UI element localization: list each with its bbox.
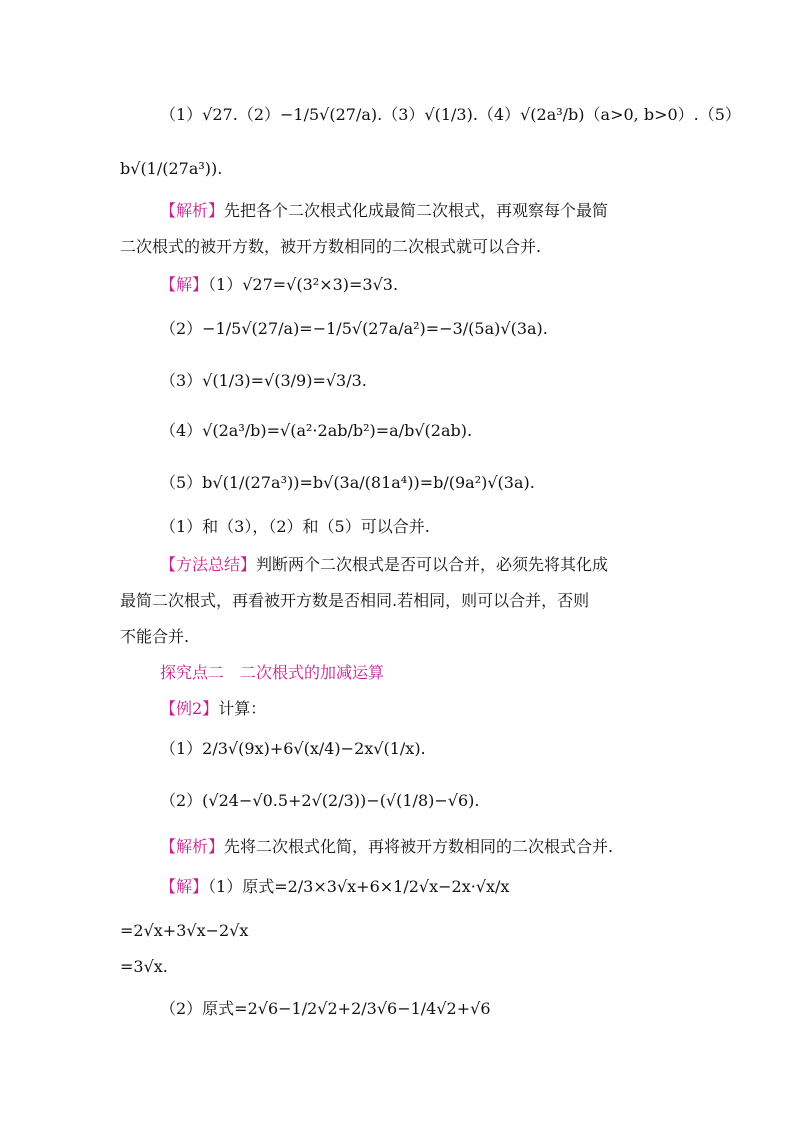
text-line bbox=[120, 920, 794, 942]
text-line bbox=[120, 956, 794, 978]
text-line bbox=[160, 104, 794, 126]
text-line bbox=[120, 626, 794, 648]
section-tag: 【解】 bbox=[160, 877, 209, 896]
text-line bbox=[160, 370, 794, 392]
line-text: （2）−1/5√(27/a)=−1/5√(27a/a²)=−3/(5a)√(3a). bbox=[160, 319, 548, 338]
line-text: =3√x. bbox=[120, 957, 168, 976]
line-text: b√(1/(27a³)). bbox=[120, 159, 223, 178]
text-line bbox=[160, 472, 794, 494]
text-line bbox=[160, 790, 794, 812]
section-tag: 【方法总结】 bbox=[160, 555, 257, 574]
text-line bbox=[120, 236, 794, 258]
section-tag: 【解析】 bbox=[160, 837, 225, 856]
text-line bbox=[160, 876, 794, 898]
line-text: （1）√27.（2）−1/5√(27/a).（3）√(1/3).（4）√(2a³/b)（a>0, b>0）.（5） bbox=[160, 105, 741, 124]
line-text: 计算： bbox=[218, 699, 267, 718]
line-text: （5）b√(1/(27a³))=b√(3a/(81a⁴))=b/(9a²)√(3a). bbox=[160, 473, 535, 492]
line-text: （1）原式=2/3×3√x+6×1/2√x−2x·√x/x bbox=[208, 877, 510, 896]
section-tag: 【解】 bbox=[160, 275, 209, 294]
line-text: （1）2/3√(9x)+6√(x/4)−2x√(1/x). bbox=[160, 739, 426, 758]
text-line bbox=[160, 318, 794, 340]
text-line bbox=[160, 662, 794, 684]
text-line bbox=[120, 158, 794, 180]
section-heading: 探究点二 二次根式的加减运算 bbox=[160, 663, 385, 682]
line-text: 二次根式的被开方数，被开方数相同的二次根式就可以合并. bbox=[120, 237, 542, 256]
text-line bbox=[160, 998, 794, 1020]
text-line bbox=[160, 200, 794, 222]
line-text: （1）√27=√(3²×3)=3√3. bbox=[208, 275, 399, 294]
text-line bbox=[120, 590, 794, 612]
line-text: 最简二次根式，再看被开方数是否相同.若相同，则可以合并，否则 bbox=[120, 591, 590, 610]
line-text: （4）√(2a³/b)=√(a²·2ab/b²)=a/b√(2ab). bbox=[160, 421, 473, 440]
line-text: 先将二次根式化简，再将被开方数相同的二次根式合并. bbox=[224, 837, 614, 856]
text-line bbox=[160, 554, 794, 576]
line-text: 先把各个二次根式化成最简二次根式，再观察每个最简 bbox=[224, 201, 609, 220]
text-line bbox=[160, 738, 794, 760]
line-text: （3）√(1/3)=√(3/9)=√3/3. bbox=[160, 371, 367, 390]
line-text: （2）(√24−√0.5+2√(2/3))−(√(1/8)−√6). bbox=[160, 791, 480, 810]
line-text: 判断两个二次根式是否可以合并，必须先将其化成 bbox=[256, 555, 609, 574]
text-line bbox=[160, 836, 794, 858]
text-line bbox=[160, 274, 794, 296]
text-line bbox=[160, 698, 794, 720]
line-text: 不能合并. bbox=[120, 627, 190, 646]
text-line bbox=[160, 516, 794, 538]
section-tag: 【例2】 bbox=[160, 699, 219, 718]
line-text: =2√x+3√x−2√x bbox=[120, 921, 249, 940]
line-text: （1）和（3），（2）和（5）可以合并. bbox=[160, 517, 430, 536]
section-tag: 【解析】 bbox=[160, 201, 225, 220]
line-text: （2）原式=2√6−1/2√2+2/3√6−1/4√2+√6 bbox=[160, 999, 491, 1018]
text-line bbox=[160, 420, 794, 442]
